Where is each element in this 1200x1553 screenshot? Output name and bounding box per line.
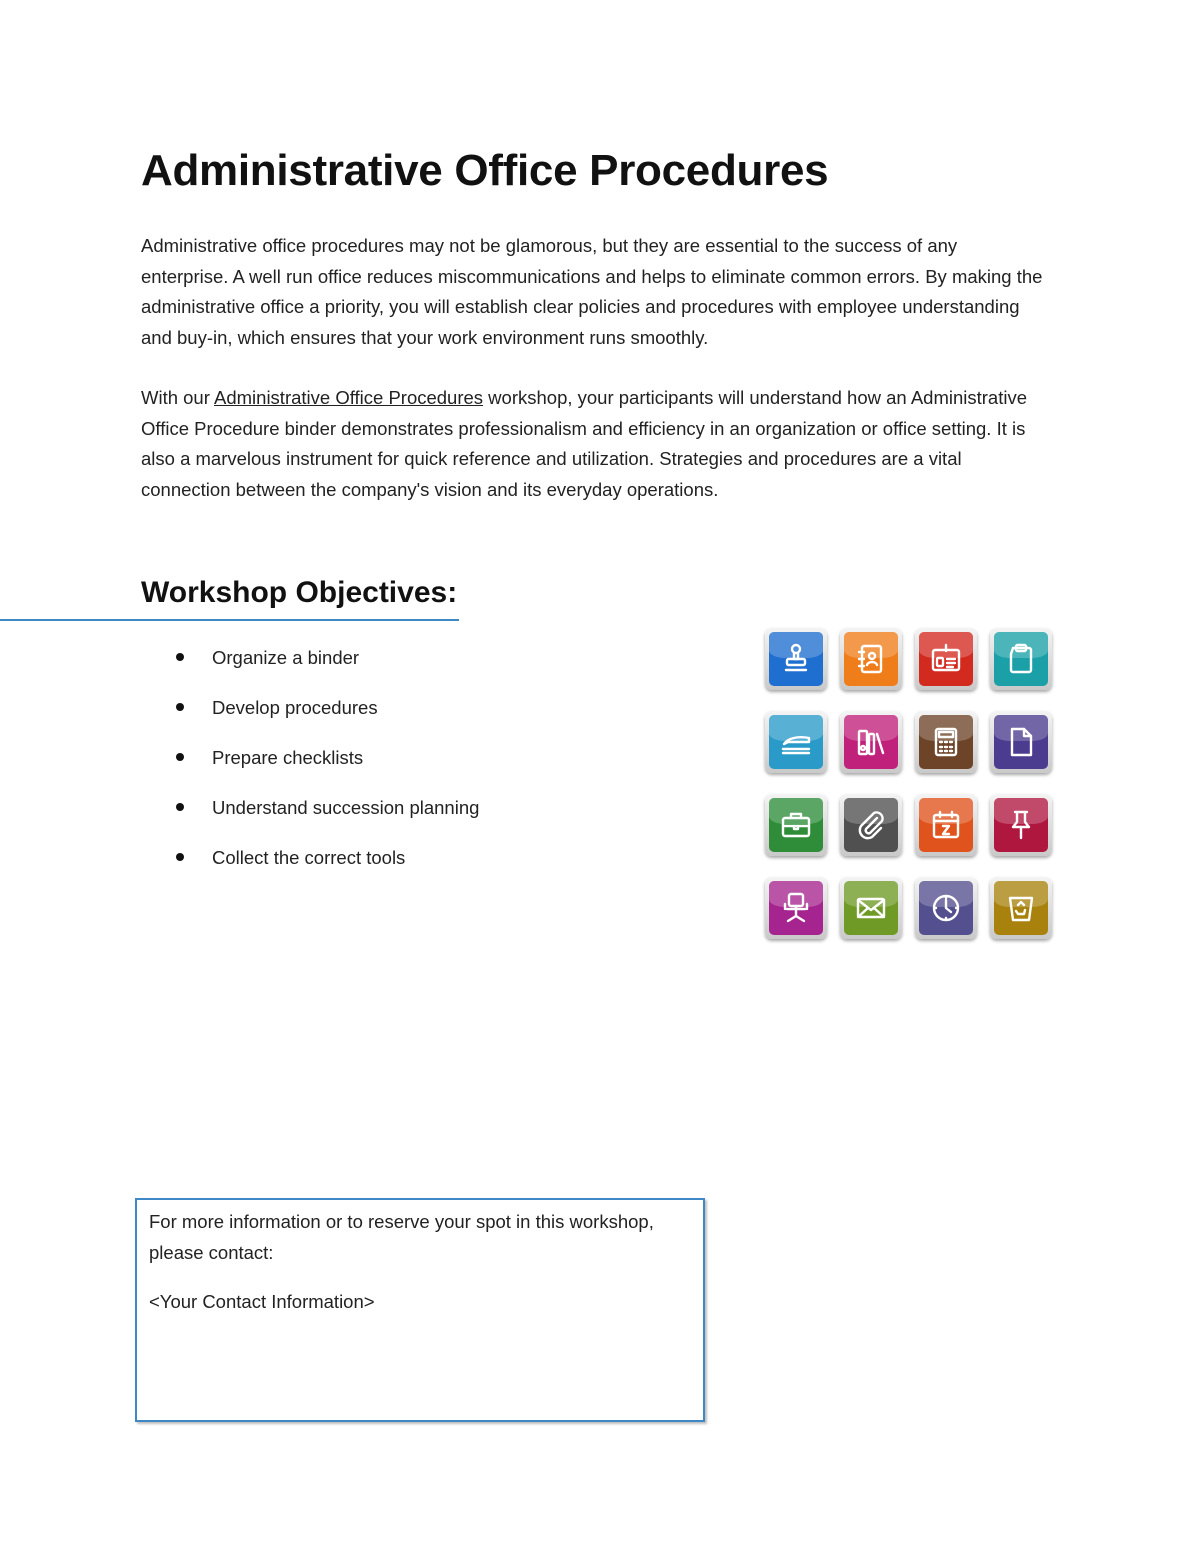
objective-item [141,640,479,690]
icon-tile [765,877,827,939]
icon-tile [765,628,827,690]
workshop-paragraph-suffix: workshop, your participants will understand how an Administrative Office Procedure binder demonstrates professionalism and efficiency in an organization or office setting. It is also a marvelous instrument for quick reference and utilization. Strategies and procedures are a vital connection between the company's vision and its everyday operations. [141,387,1028,500]
icon-tile [765,794,827,856]
stapler-icon [769,715,823,769]
objective-item [141,790,479,840]
icon-tile [990,628,1052,690]
stamp-icon [769,632,823,686]
objective-text: Develop procedures [212,697,378,718]
bullet-icon [176,753,184,761]
envelope-icon [844,881,898,935]
icon-tile [915,711,977,773]
icon-tile [915,628,977,690]
objective-item [141,740,479,790]
objectives-heading: Workshop Objectives: [141,576,458,609]
workshop-link[interactable]: Administrative Office Procedures [214,387,484,408]
clipboard-icon [994,632,1048,686]
office-icon-grid [765,628,1052,939]
id-card-icon [919,632,973,686]
icon-tile [840,794,902,856]
objective-item [141,840,479,890]
bullet-icon [176,653,184,661]
pushpin-icon [994,798,1048,852]
page-title: Administrative Office Procedures [141,146,829,195]
icon-tile [915,877,977,939]
briefcase-icon [769,798,823,852]
contact-box [135,1198,705,1422]
calendar-icon [919,798,973,852]
workshop-paragraph [141,383,1046,505]
address-book-icon [844,632,898,686]
bullet-icon [176,853,184,861]
icon-tile [990,711,1052,773]
icon-tile [840,628,902,690]
objective-item [141,690,479,740]
icon-tile [840,711,902,773]
objective-text: Collect the correct tools [212,847,406,868]
icon-tile [990,877,1052,939]
calculator-icon [919,715,973,769]
contact-information: <Your Contact Information> [149,1291,375,1312]
heading-underline-rule [0,619,459,621]
icon-tile [765,711,827,773]
contact-prompt: For more information or to reserve your spot in this workshop, please contact: [149,1211,654,1263]
intro-paragraph: Administrative office procedures may not be glamorous, but they are essential to the success of any enterprise. A well run office reduces miscommunications and helps to eliminate common errors. By making the administrative office a priority, you will establish clear policies and procedures with employee understanding and buy-in, which ensures that your work environment runs smoothly. [141,235,1043,348]
objectives-list [141,640,479,890]
icon-tile [915,794,977,856]
clock-icon [919,881,973,935]
binders-icon [844,715,898,769]
recycle-bin-icon [994,881,1048,935]
workshop-paragraph-prefix: With our [141,387,214,408]
bullet-icon [176,803,184,811]
objective-text: Prepare checklists [212,747,364,768]
paperclip-icon [844,798,898,852]
office-chair-icon [769,881,823,935]
objective-text: Understand succession planning [212,797,480,818]
objective-text: Organize a binder [212,647,360,668]
bullet-icon [176,703,184,711]
icon-tile [990,794,1052,856]
icon-tile [840,877,902,939]
document-icon [994,715,1048,769]
